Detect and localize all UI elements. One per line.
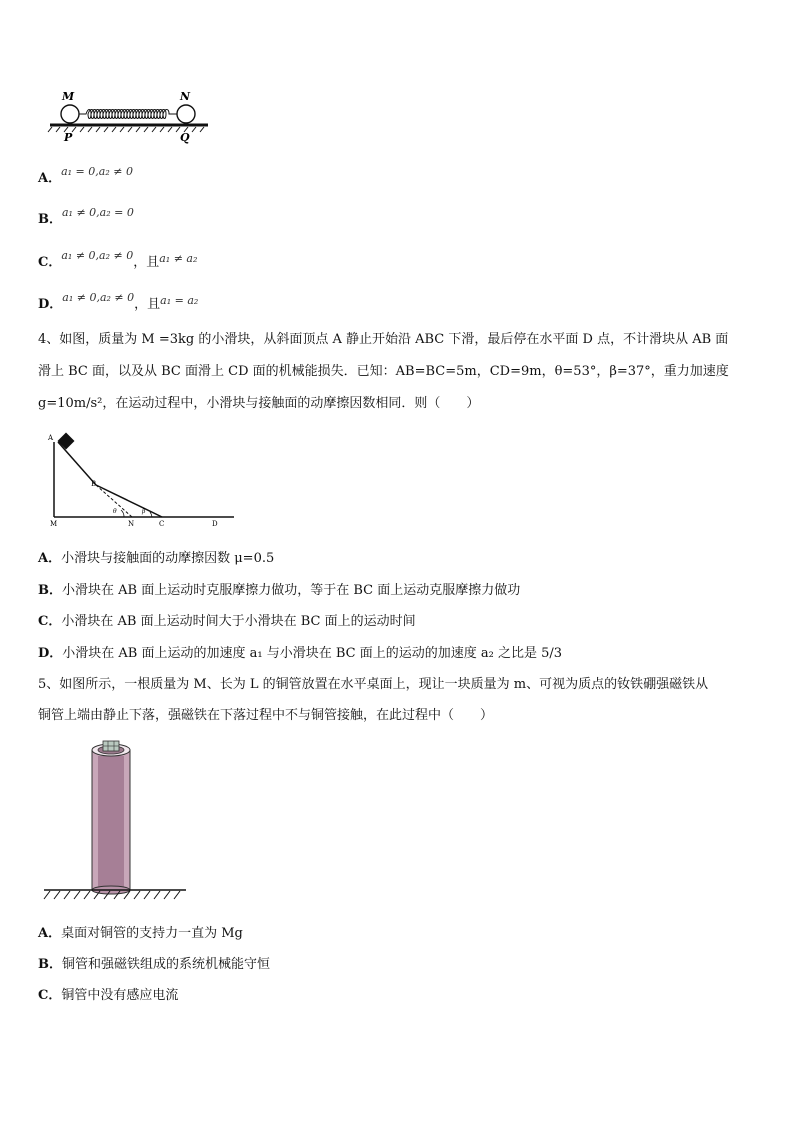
option-label: B． [38, 212, 62, 227]
option-text: 桌面对铜管的支持力一直为 Mg [61, 926, 243, 941]
q4-option-d[interactable] [38, 646, 562, 662]
q4-option-c[interactable] [38, 614, 416, 630]
spring [79, 110, 177, 119]
option-label: C． [38, 255, 62, 270]
label-beta: β [142, 508, 146, 515]
q4-stem-line-2: 滑上 BC 面，以及从 BC 面滑上 CD 面的机械能损失．已知：AB=BC=5m，CD=9m，θ=53°，β=37°，重力加速度 [38, 364, 729, 379]
option-math-2: a₁ ≠ a₂ [159, 252, 198, 265]
q3-option-a[interactable] [38, 165, 133, 187]
q4-option-a[interactable] [38, 551, 274, 567]
q3-option-c[interactable] [38, 249, 198, 271]
q5-stem-line-1: 5、如图所示，一根质量为 M、长为 L 的铜管放置在水平桌面上，现让一块质量为 m、可视为质点的钕铁硼强磁铁从 [38, 677, 709, 692]
option-math: a₁ ≠ 0,a₂ ≠ 0 [62, 291, 135, 304]
label-a: A [48, 434, 54, 442]
q4-stem-line-3: g=10m/s²，在运动过程中，小滑块与接触面的动摩擦因数相同．则（ ） [38, 396, 480, 411]
option-math: a₁ ≠ 0,a₂ = 0 [62, 206, 134, 219]
option-math-2: a₁ = a₂ [160, 294, 199, 307]
label-q: Q [180, 131, 190, 144]
copper-tube-figure [40, 738, 190, 908]
option-text: 小滑块在 AB 面上运动时克服摩擦力做功，等于在 BC 面上运动克服摩擦力做功 [62, 583, 521, 598]
ball-m [61, 105, 79, 123]
label-p: P [64, 131, 73, 144]
option-label: C． [38, 614, 62, 629]
q3-option-b[interactable] [38, 206, 134, 228]
label-m: M [62, 90, 75, 103]
option-label: A． [38, 926, 62, 941]
option-math: a₁ = 0,a₂ ≠ 0 [61, 165, 133, 178]
option-suffix: ，且 [133, 255, 160, 270]
label-n: N [180, 90, 191, 103]
option-math: a₁ ≠ 0,a₂ ≠ 0 [61, 249, 134, 262]
q5-option-b[interactable] [38, 957, 270, 973]
spring-figure [44, 88, 214, 144]
option-text: 小滑块在 AB 面上运动时间大于小滑块在 BC 面上的运动时间 [61, 614, 416, 629]
option-label: B． [38, 583, 62, 598]
option-text: 铜管和强磁铁组成的系统机械能守恒 [62, 957, 271, 972]
option-label: B． [38, 957, 62, 972]
option-text: 小滑块与接触面的动摩擦因数 μ=0.5 [61, 551, 275, 566]
option-label: D． [38, 646, 63, 661]
option-text: 小滑块在 AB 面上运动的加速度 a₁ 与小滑块在 BC 面上的运动的加速度 a₂ 之比是 5/3 [62, 646, 563, 661]
option-text: 铜管中没有感应电流 [61, 988, 179, 1003]
q5-option-c[interactable] [38, 988, 178, 1004]
option-label: A． [38, 171, 62, 186]
ball-n [177, 105, 195, 123]
q5-stem-line-2: 铜管上端由静止下落，强磁铁在下落过程中不与铜管接触，在此过程中（ ） [38, 708, 494, 723]
q5-option-a[interactable] [38, 926, 243, 942]
label-theta: θ [113, 508, 117, 515]
label-c: C [159, 520, 165, 528]
slider-block [58, 433, 75, 450]
label-m: M [50, 520, 58, 528]
option-label: A． [38, 551, 62, 566]
label-b: B [91, 480, 97, 488]
option-label: C． [38, 988, 62, 1003]
q4-option-b[interactable] [38, 583, 520, 599]
q3-option-d[interactable] [38, 291, 199, 313]
q4-stem-line-1: 4、如图，质量为 M =3kg 的小滑块，从斜面顶点 A 静止开始沿 ABC 下滑，最后停在水平面 D 点，不计滑块从 AB 面 [38, 332, 729, 347]
option-label: D． [38, 297, 63, 312]
incline-figure [44, 430, 240, 530]
option-suffix: ，且 [134, 297, 161, 312]
label-n: N [128, 520, 135, 528]
label-d: D [212, 520, 218, 528]
